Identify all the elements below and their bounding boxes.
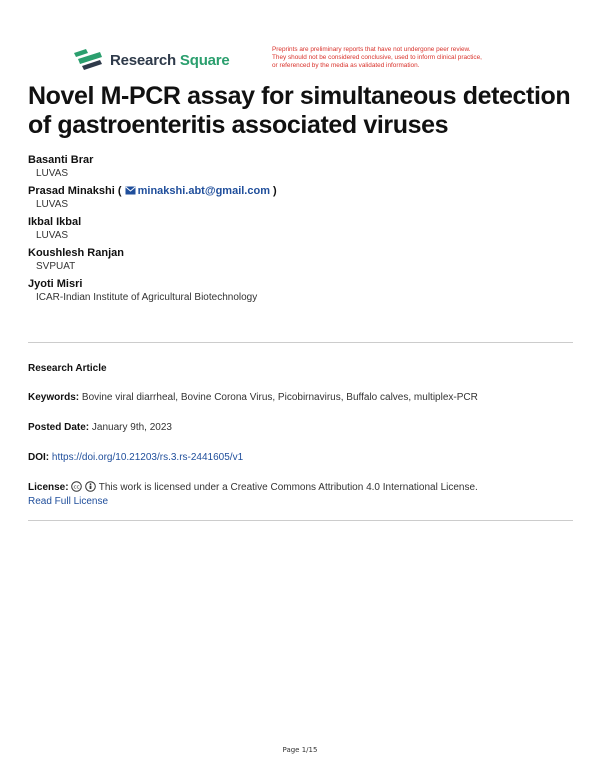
- preprint-notice: [272, 46, 542, 70]
- svg-text:cc: cc: [73, 484, 80, 491]
- envelope-icon: [125, 186, 136, 195]
- posted-date: [28, 421, 573, 435]
- attribution-icon: [85, 481, 96, 492]
- author-name: Basanti Brar: [28, 154, 94, 166]
- author-affiliation: LUVAS: [36, 230, 69, 241]
- license: [28, 481, 573, 509]
- author-entry: [28, 277, 573, 304]
- author-entry: [28, 153, 573, 180]
- doi-link[interactable]: https://doi.org/10.21203/rs.3.rs-2441605/v1: [51, 452, 244, 463]
- author-name: Prasad Minakshi: [28, 185, 115, 197]
- doi: [28, 451, 573, 465]
- divider: [28, 520, 573, 521]
- posted-date-value: January 9th, 2023: [91, 422, 172, 433]
- research-square-logo[interactable]: [74, 49, 230, 71]
- author-entry: [28, 215, 573, 242]
- read-full-license-link[interactable]: Read Full License: [28, 496, 109, 507]
- doi-label: DOI:: [28, 452, 50, 463]
- author-affiliation: SVPUAT: [36, 261, 76, 272]
- license-text: This work is licensed under a Creative Commons Attribution 4.0 International License.: [98, 482, 478, 493]
- article-type: Research Article: [28, 363, 107, 374]
- divider: [28, 342, 573, 343]
- keywords: [28, 391, 573, 405]
- notice-line: or referenced by the media as validated information.: [272, 62, 420, 69]
- brand-name: Research Square: [110, 51, 230, 69]
- author-affiliation: ICAR-Indian Institute of Agricultural Biotechnology: [36, 292, 258, 303]
- author-name: Ikbal Ikbal: [28, 216, 82, 228]
- notice-line: They should not be considered conclusive, used to inform clinical practice,: [272, 54, 482, 61]
- paper-title: Novel M-PCR assay for simultaneous detection of gastroenteritis associated viruses: [28, 82, 571, 139]
- author-entry: [28, 184, 573, 211]
- author-list: [28, 153, 573, 308]
- keywords-value: Bovine viral diarrheal, Bovine Corona Virus, Picobirnavirus, Buffalo calves, multiplex-PCR: [81, 392, 478, 403]
- posted-date-label: Posted Date:: [28, 422, 90, 433]
- author-affiliation: LUVAS: [36, 168, 69, 179]
- author-name: Jyoti Misri: [28, 278, 83, 290]
- author-name: Koushlesh Ranjan: [28, 247, 124, 259]
- author-name-row: Prasad Minakshi ( minakshi.abt@gmail.com ): [28, 185, 277, 197]
- notice-line: Preprints are preliminary reports that have not undergone peer review.: [272, 46, 471, 53]
- research-square-logo-icon: [74, 49, 104, 71]
- page-number: Page 1/15: [282, 746, 318, 754]
- author-affiliation: LUVAS: [36, 199, 69, 210]
- author-entry: [28, 246, 573, 273]
- author-email-link[interactable]: minakshi.abt@gmail.com: [125, 185, 270, 197]
- license-label: License:: [28, 482, 69, 493]
- creative-commons-icon: [71, 481, 82, 492]
- keywords-label: Keywords:: [28, 392, 80, 403]
